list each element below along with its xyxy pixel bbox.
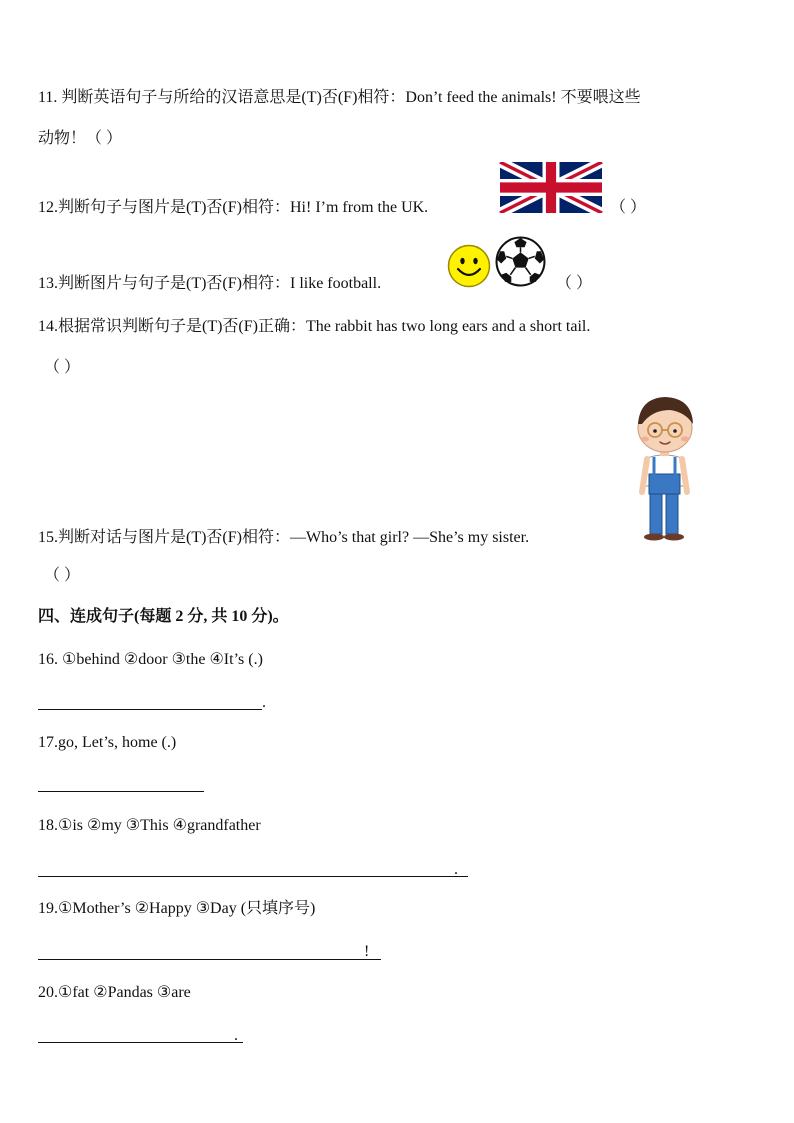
q16-answer-line[interactable] (38, 709, 262, 710)
q16-end-mark: . (262, 694, 266, 711)
q19-prompt: 19.①Mother’s ②Happy ③Day (只填序号) (38, 900, 316, 917)
q17-prompt: 17.go, Let’s, home (.) (38, 734, 177, 751)
q12-question: 12.判断句子与图片是(T)否(F)相符：Hi! I’m from the UK. (38, 199, 429, 216)
q11-line2: 动物！（ ） (38, 130, 123, 147)
q12-answer-paren: （ ） (610, 199, 647, 216)
q15-answer-paren: （ ） (44, 567, 81, 584)
q18-prompt: 18.①is ②my ③This ④grandfather (38, 817, 261, 834)
q20-end-mark: . (234, 1027, 238, 1044)
q12-text (38, 197, 428, 219)
q14-answer-paren: （ ） (44, 359, 81, 376)
q16-prompt: 16. ①behind ②door ③the ④It’s (.) (38, 651, 263, 668)
q20-answer-line[interactable] (38, 1042, 243, 1043)
boy-cartoon-icon (630, 394, 700, 542)
soccer-ball-icon (495, 236, 546, 287)
q17-answer-line[interactable] (38, 791, 204, 792)
q19-answer-line[interactable] (38, 959, 381, 960)
uk-flag-icon (499, 162, 603, 213)
q13-answer-paren: （ ） (556, 275, 593, 292)
q13-question: 13.判断图片与句子是(T)否(F)相符：I like football. (38, 275, 382, 292)
q18-end-mark: . (454, 861, 458, 878)
q14-question: 14.根据常识判断句子是(T)否(F)正确：The rabbit has two long ears and a short tail. (38, 318, 591, 335)
q20-prompt: 20.①fat ②Pandas ③are (38, 984, 191, 1001)
smiley-face-icon (447, 244, 491, 288)
q19-end-mark: ! (364, 943, 370, 960)
q18-answer-line[interactable] (38, 876, 468, 877)
section4-title: 四、连成句子(每题 2 分, 共 10 分)。 (38, 608, 289, 625)
q15-question: 15.判断对话与图片是(T)否(F)相符：—Who’s that girl? —She’s my sister. (38, 529, 530, 546)
q11-line1: 11. 判断英语句子与所给的汉语意思是(T)否(F)相符：Don’t feed the animals! 不要喂这些 (38, 89, 641, 106)
